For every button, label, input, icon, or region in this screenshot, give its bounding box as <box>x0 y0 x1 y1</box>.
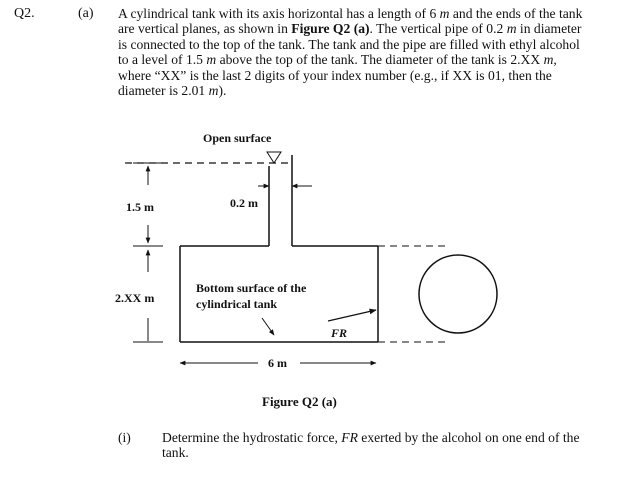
bottom-surface-label-2: cylindrical tank <box>196 297 278 311</box>
force-arrow <box>328 310 376 321</box>
figure-caption: Figure Q2 (a) <box>262 394 337 409</box>
subquestion-number: (i) <box>118 430 131 445</box>
length-label: 6 m <box>268 356 287 370</box>
pipe-diameter-label: 0.2 m <box>230 196 258 210</box>
diameter-label: 2.XX m <box>115 291 155 305</box>
force-symbol: FR <box>341 430 358 445</box>
free-surface-marker <box>267 152 281 163</box>
question-number: Q2. <box>14 6 35 21</box>
bottom-surface-label-1: Bottom surface of the <box>196 281 307 295</box>
tank-end-view <box>419 255 497 333</box>
height-label: 1.5 m <box>126 200 154 214</box>
bottom-surface-pointer <box>262 318 274 335</box>
open-surface-label: Open surface <box>203 131 272 145</box>
question-text: A cylindrical tank with its axis horizontal has a length of 6 m and the ends of the tank are vertical planes, as shown in Figure Q2 (a). The vertical pipe of 0.2 m in diameter is connected to the top of the tank. The tank and the pipe are filled with ethyl alcohol to a level of 1.5 m above the top of the tank. The diameter of the tank is 2.XX m, where “XX” is the last 2 digits of your index number (e.g., if XX is 01, then the diameter is 2.01 m). <box>118 6 583 99</box>
force-label: FR <box>331 326 348 340</box>
subquestion-text: Determine the hydrostatic force, FR exerted by the alcohol on one end of the tank. <box>162 430 580 461</box>
question-part: (a) <box>78 6 94 21</box>
figure-reference: Figure Q2 (a) <box>291 21 370 37</box>
